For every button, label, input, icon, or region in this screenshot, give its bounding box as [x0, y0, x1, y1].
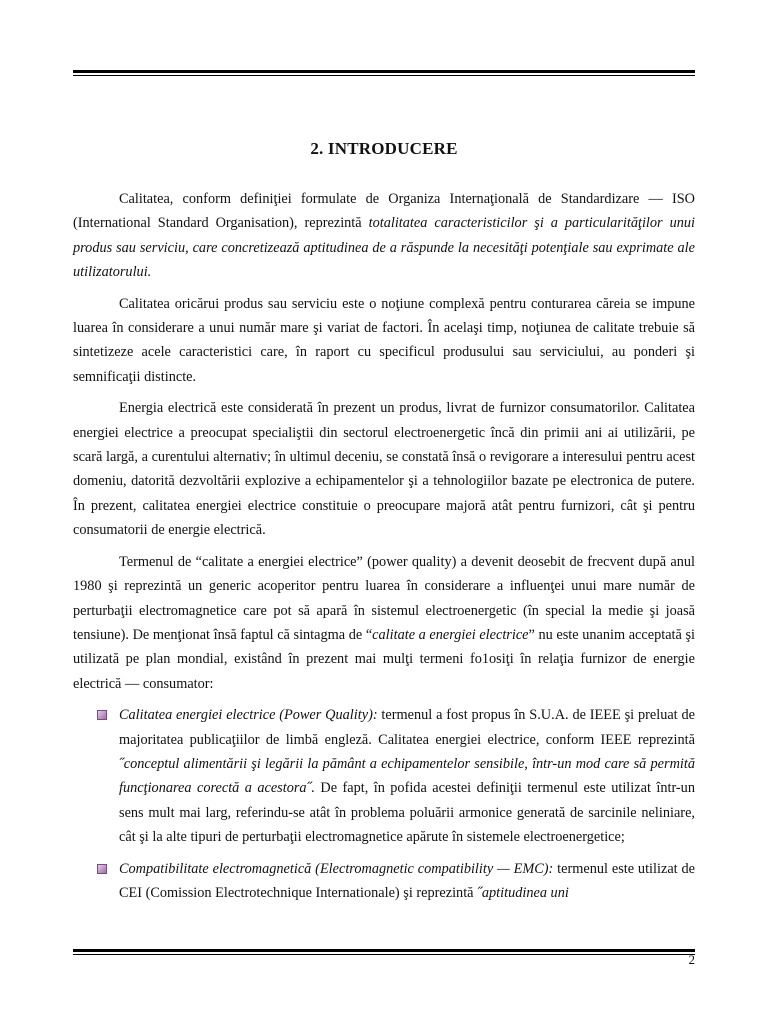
square-bullet-icon	[97, 710, 107, 720]
bullet-1-text-b: De fapt, în pofida acestei definiţii termenul este utilizat într-un sens mult mai larg, referindu-se atât în problema poluării armonice generată de sarcinile neliniare, cât şi la alte tipuri de perturbaţii electromagnetice apărute în sistemele electroenergetice;	[119, 780, 695, 846]
bullet-2-term: Compatibilitate electromagnetică (Electromagnetic compatibility — EMC):	[119, 860, 554, 877]
list-item	[73, 703, 695, 849]
bottom-rule	[73, 949, 695, 955]
square-bullet-icon	[97, 864, 107, 874]
paragraph-4	[73, 550, 695, 696]
bullet-2-quote: ˝aptitudinea uni	[477, 884, 569, 901]
terms-list	[73, 703, 695, 905]
paragraph-1-text: Calitatea, conform definiţiei formulate de Organiza Internaţională de Standardizare — ISO (International Standard Organisation), reprezintă	[73, 191, 695, 232]
paragraph-4-text-c: ” nu este unanim acceptată şi utilizată pe plan mondial, existând în prezent mai mulţi termeni fo1osiţi în relaţia furnizor de energie electrică — consumator:	[73, 626, 695, 692]
page-number: 2	[688, 952, 695, 967]
paragraph-1	[73, 187, 695, 285]
body-text	[73, 187, 695, 912]
section-title: 2. INTRODUCERE	[310, 139, 458, 158]
bullet-2-text-a: termenul este utilizat de CEI (Comission Electrotechnique Internationale) şi reprezintă	[119, 860, 695, 901]
paragraph-3: Energia electrică este considerată în prezent un produs, livrat de furnizor consumatorilor. Calitatea energiei electrice a preocupat specialiştii din sectorul electroenergetic încă din primii ani ai utilizării, pe scară largă, a curentului alternativ; în ultimul deceniu, se constată însă o revigorare a interesului pentru acest domeniu, datorită dezvoltării explozive a echipamentelor şi a tehnologiilor bazate pe electronica de putere. În prezent, calitatea energiei electrice constituie o preocupare majoră atât pentru furnizori, cât şi pentru consumatorii de energie electrică.	[73, 400, 695, 539]
bullet-1-term: Calitatea energiei electrice (Power Quality):	[119, 707, 378, 724]
list-item	[73, 857, 695, 906]
paragraph-1-definition: totalitatea caracteristicilor şi a particularităţilor unui produs sau serviciu, care concretizează aptitudinea de a răspunde la necesităţi potenţiale sau exprimate ale utilizatorului.	[73, 215, 695, 281]
paragraph-4-term: calitate a energiei electrice	[372, 626, 529, 643]
bullet-1-text-a: termenul a fost propus în S.U.A. de IEEE şi preluat de majoritatea publicaţiilor de limbă engleză. Calitatea energiei electrice, conform IEEE reprezintă	[119, 707, 695, 748]
top-rule	[73, 70, 695, 76]
paragraph-4-text-a: Termenul de “calitate a energiei electrice” (power quality) a devenit deosebit de frecvent după anul 1980 şi reprezintă un generic acoperitor pentru luarea în considerare a influenţei unui mare număr de perturbaţii electromagnetice care pot să apară în sistemul electroenergetic (în special la medie şi joasă tensiune). De menţionat însă faptul că sintagma de “	[73, 553, 695, 643]
paragraph-2: Calitatea oricărui produs sau serviciu este o noţiune complexă pentru conturarea căreia se impune luarea în considerare a unui număr mare şi variat de factori. În acelaşi timp, noţiunea de calitate trebuie să sintetizeze acele caracteristici care, în raport cu specificul produsului sau serviciului, au ponderi şi semnificaţii distincte.	[73, 295, 695, 385]
bullet-1-quote: ˝conceptul alimentării şi legării la pământ a echipamentelor sensibile, într-un mod care să permită funcţionarea corectă a acestora˝.	[119, 755, 695, 797]
